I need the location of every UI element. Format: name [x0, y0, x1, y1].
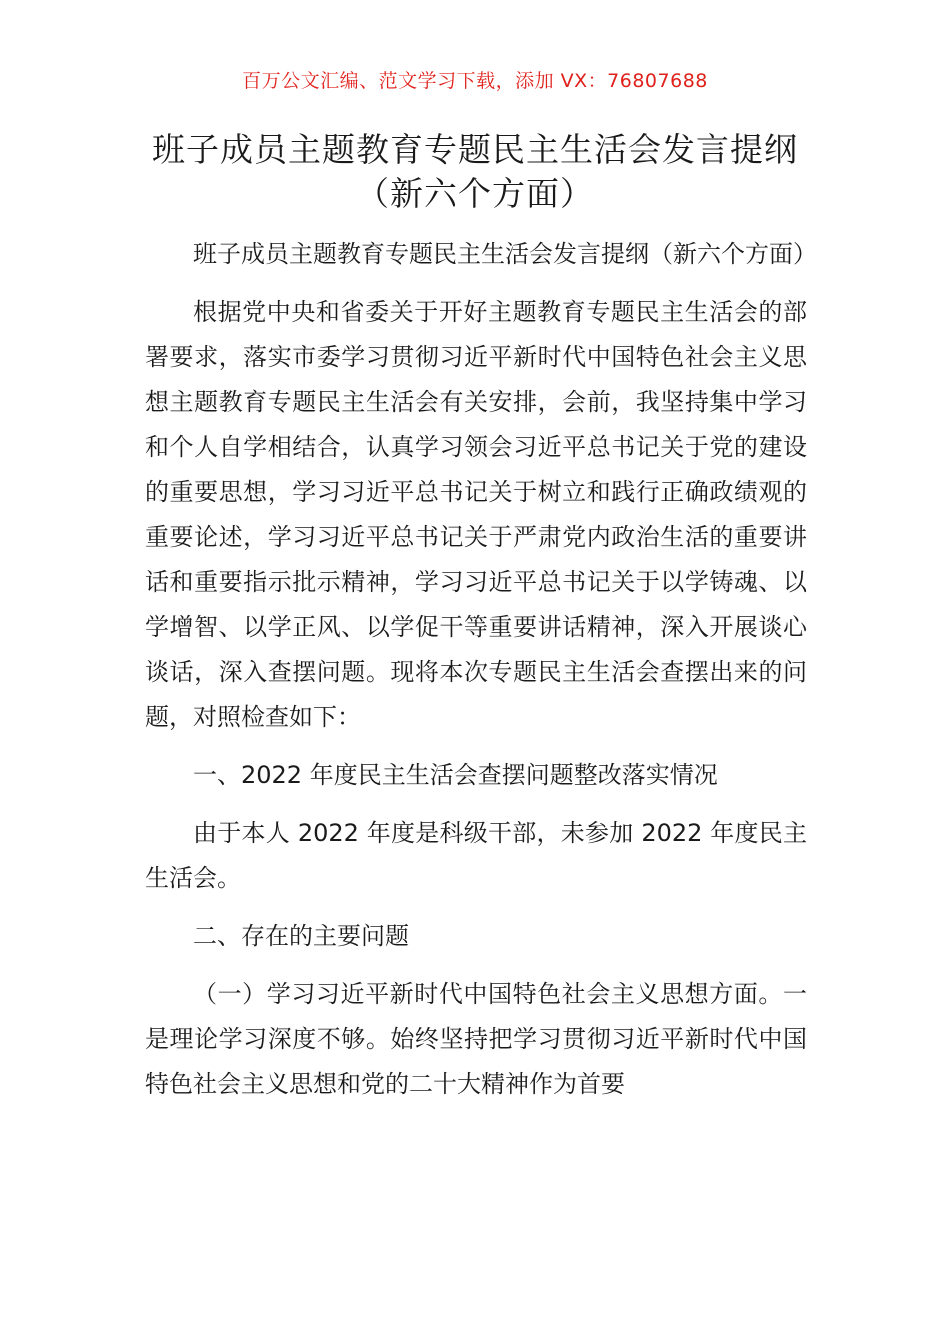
paragraph-section-2: （一）学习习近平新时代中国特色社会主义思想方面。一是理论学习深度不够。始终坚持把学习贯彻习近平新时代中国特色社会主义思想和党的二十大精神作为首要: [145, 980, 807, 1098]
paragraph-section-1: 由于本人 2022 年度是科级干部，未参加 2022 年度民主生活会。: [145, 819, 807, 892]
section-heading-2: 二、存在的主要问题: [193, 922, 409, 950]
title-line-1: 班子成员主题教育专题民主生活会发言提纲: [152, 130, 798, 169]
section-heading-1: 一、2022 年度民主生活会查摆问题整改落实情况: [193, 761, 718, 789]
paragraph-intro: 根据党中央和省委关于开好主题教育专题民主生活会的部署要求，落实市委学习贯彻习近平新时代中国特色社会主义思想主题教育专题民主生活会有关安排，会前，我坚持集中学习和个人自学相结合，认真学习领会习近平总书记关于党的建设的重要思想，学习习近平总书记关于树立和践行正确政绩观的重要论述，学习习近平总书记关于严肃党内政治生活的重要讲话和重要指示批示精神，学习习近平总书记关于以学铸魂、以学增智、以学正风、以学促干等重要讲话精神，深入开展谈心谈话，深入查摆问题。现将本次专题民主生活会查摆出来的问题，对照检查如下：: [145, 298, 807, 731]
header-banner: 百万公文汇编、范文学习下载，添加 VX：76807688: [242, 70, 708, 92]
document-body: [145, 232, 817, 1120]
paragraph-subtitle: 班子成员主题教育专题民主生活会发言提纲（新六个方面）: [193, 240, 817, 268]
title-line-2: （新六个方面）: [356, 174, 594, 213]
document-title: [100, 128, 850, 216]
